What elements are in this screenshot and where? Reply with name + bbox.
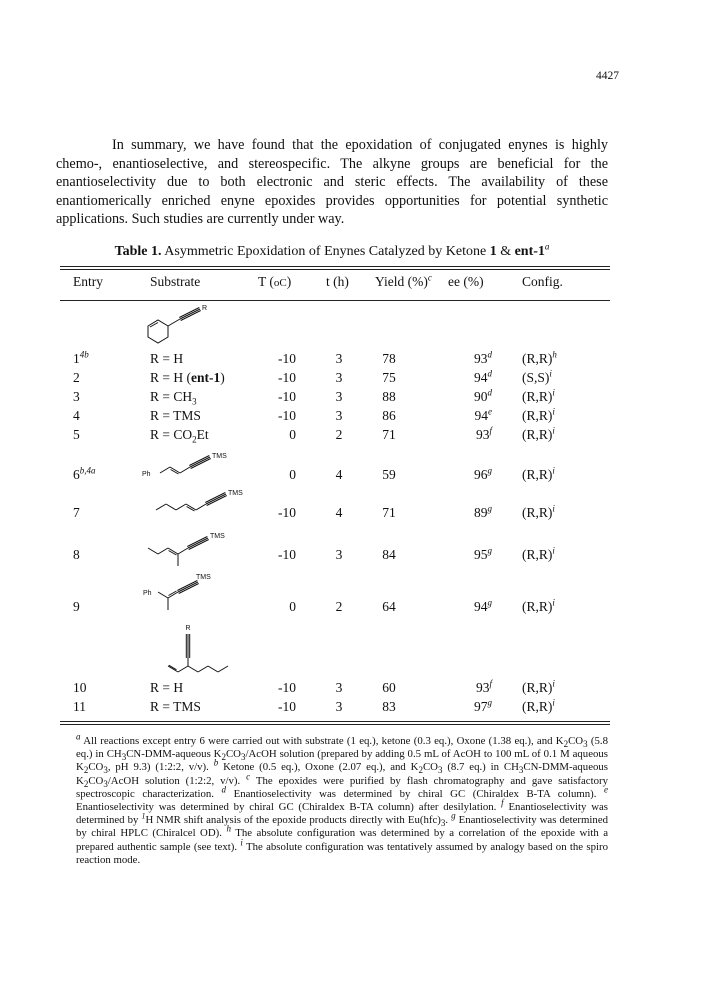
cell-substrate: R = H (ent-1) [150, 370, 225, 385]
cell-config: $(R,R)^i$ [522, 697, 555, 714]
cell-ee: 90$^d$ [474, 387, 492, 404]
footnote-e: $^e$ Enantioselectivity was determined by chiral GC (Chiraldex B-TA column) after desilylation. [76, 784, 609, 814]
caption-mark: a [544, 241, 550, 252]
cell-yield: 84 [382, 547, 396, 562]
header-substrate: Substrate [150, 274, 201, 289]
table-caption [56, 241, 608, 260]
header-entry: Entry [73, 274, 103, 289]
cell-yield: 64 [382, 599, 396, 614]
footnote-b: $^b$ Ketone (0.5 eq.), Oxone (2.07 eq.), and $K_2CO_3$ (8.7 eq.) in $CH_3CN-DMM$-aqueous $K_2CO_3$/AcOH solution (1:2:2, v/v). [76, 757, 608, 789]
page-number: 4427 [596, 70, 619, 82]
table-row [0, 547, 720, 564]
structure-ph-label: Ph [142, 471, 151, 478]
cell-time: 3 [335, 370, 343, 385]
cell-time: 2 [335, 427, 343, 442]
cell-yield: 78 [382, 351, 396, 366]
table-row [0, 699, 720, 716]
cell-time: 3 [335, 680, 343, 695]
cell-substrate: R = TMS [150, 408, 201, 423]
cell-temp: 0 [289, 599, 296, 614]
cell-temp: 0 [289, 467, 296, 482]
cell-ee: 93$^f$ [475, 425, 492, 442]
table-header-rule [60, 300, 610, 301]
cell-ee: 93$^d$ [474, 349, 492, 366]
structure-tms-label: TMS [228, 490, 243, 497]
cell-yield: 71 [382, 427, 396, 442]
cell-entry: $6^{b,4a}$ [73, 465, 96, 482]
caption-text: Asymmetric Epoxidation of Enynes Catalyzed by Ketone [164, 244, 490, 259]
table-row [0, 351, 720, 368]
caption-label: Table 1. [114, 244, 162, 259]
cell-entry: 3 [73, 389, 80, 404]
cell-entry: $1^{4b}$ [73, 349, 89, 366]
table-bottom-rule [60, 721, 610, 725]
structure-tms-label: TMS [210, 533, 225, 540]
cell-time: 3 [335, 699, 343, 714]
caption-amp: & [496, 244, 515, 259]
cell-config: $(R,R)^i$ [522, 678, 555, 695]
cell-temp: -10 [278, 505, 296, 520]
cell-yield: 60 [382, 680, 396, 695]
cell-entry: 10 [73, 680, 87, 695]
header-ee: ee (%) [448, 274, 484, 289]
cell-yield: 71 [382, 505, 396, 520]
cell-time: 4 [335, 505, 343, 520]
footnote-g: $^g$ Enantioselectivity was determined by chiral HPLC (Chiralcel OD). [76, 810, 609, 840]
cell-config: $(R,R)^i$ [522, 406, 555, 423]
cell-time: 3 [335, 351, 343, 366]
footnotes [76, 731, 609, 867]
cell-ee: 94$^g$ [474, 597, 492, 614]
cell-config: $(R,R)^i$ [522, 545, 555, 562]
cell-config: $(R,R)^i$ [522, 597, 555, 614]
cell-entry: 4 [73, 408, 80, 423]
caption-ketone: 1 [489, 244, 497, 259]
summary-paragraph: In summary, we have found that the epoxidation of conjugated enynes is highly chemo-, enantioselective, and stereospecific. The alkyne groups are beneficial for the enantioselectivity due to both electronic and steric effects. The availability of these enantiomerically enriched enyne epoxides provides opportunities for potential synthetic applications. Such studies are currently under way. [56, 137, 608, 228]
table-row [0, 427, 720, 444]
cell-temp: -10 [278, 389, 296, 404]
cell-temp: -10 [278, 370, 296, 385]
footnote-f: $^f$ Enantioselectivity was determined by $^1$H NMR shift analysis of the epoxide products directly with $Eu(hfc)_3$. [76, 797, 608, 829]
structure-ph-label: Ph [143, 590, 152, 597]
footnote-a: $^a$ All reactions except entry 6 were carried out with substrate (1 eq.), ketone (0.3 eq.), Oxone (1.38 eq.), and $K_2CO_3$ (5.8 eq.) in $CH_3CN-DMM$-aqueous $K_2CO_3$/AcOH solution (prepared by adding 0.5 mL of AcOH to 100 mL of 0.1 M aqueous $K_2CO_3$, pH 9.3) (1:2:2, v/v). [76, 731, 608, 776]
cell-entry: 11 [73, 699, 86, 714]
cell-ee: 95$^g$ [474, 545, 492, 562]
cell-substrate: R = H [150, 351, 184, 366]
cell-yield: 75 [382, 370, 396, 385]
cell-config: $(R,R)^i$ [522, 503, 555, 520]
cell-temp: 0 [289, 427, 296, 442]
header-config: Config. [522, 274, 563, 289]
cell-temp: -10 [278, 408, 296, 423]
cell-config: $(R,R)^h$ [522, 349, 557, 366]
cell-entry: 9 [73, 599, 80, 614]
cell-time: 3 [335, 547, 343, 562]
table-row [0, 505, 720, 522]
cell-yield: 83 [382, 699, 396, 714]
cell-yield: 59 [382, 467, 396, 482]
cell-config: $(R,R)^i$ [522, 387, 555, 404]
cell-config: $(R,R)^i$ [522, 465, 555, 482]
structure-entries-10-11 [140, 620, 260, 682]
table-row [0, 389, 720, 406]
cell-temp: -10 [278, 351, 296, 366]
structure-r-label: R [185, 625, 191, 632]
footnote-d: $^d$ Enantioselectivity was determined by chiral GC (Chiraldex B-TA column). [221, 784, 597, 800]
cell-ee: 89$^g$ [474, 503, 492, 520]
structure-cyclohexenyl-enyne [140, 304, 220, 346]
header-temp: T (oC) [258, 274, 292, 289]
cell-ee: 94$^d$ [474, 368, 492, 385]
table-top-rule [60, 266, 610, 270]
cell-config: $(S,S)^i$ [522, 368, 552, 385]
table-row [0, 680, 720, 697]
header-time: t (h) [326, 274, 349, 289]
structure-r-label: R [202, 305, 208, 312]
cell-temp: -10 [278, 547, 296, 562]
footnote-h: $^h$ The absolute configuration was determined by a correlation of the epoxide with a prepared authentic sample (see text). [76, 823, 608, 853]
cell-yield: 86 [382, 408, 396, 423]
structure-tms-label: TMS [196, 574, 211, 581]
cell-ee: 94e [474, 406, 492, 423]
cell-ee: 96$^g$ [474, 465, 492, 482]
cell-ee: 93$^f$ [475, 678, 492, 695]
cell-substrate: R = H [150, 680, 184, 695]
table-row [0, 408, 720, 425]
cell-config: $(R,R)^i$ [522, 425, 555, 442]
footnote-i: $^i$ The absolute configuration was tentatively assumed by analogy based on the spiro reaction mode. [76, 837, 608, 866]
cell-entry: 8 [73, 547, 80, 562]
cell-substrate: $R = CH_3$ [150, 389, 197, 407]
cell-time: 4 [335, 467, 343, 482]
footnote-c: $^c$ The epoxides were purified by flash chromatography and gave satisfactory spectroscopic characterization. [76, 771, 608, 800]
cell-yield: 88 [382, 389, 396, 404]
cell-time: 3 [335, 408, 343, 423]
cell-temp: -10 [278, 680, 296, 695]
table-row [0, 370, 720, 387]
header-yield: Yield (%)$^c$ [375, 272, 432, 289]
cell-substrate: $R = CO_2Et$ [150, 427, 209, 445]
table-row [0, 599, 720, 616]
cell-time: 3 [335, 389, 343, 404]
table-row [0, 467, 720, 484]
structure-tms-label: TMS [212, 453, 227, 460]
cell-temp: -10 [278, 699, 296, 714]
cell-substrate: R = TMS [150, 699, 201, 714]
cell-entry: 7 [73, 505, 80, 520]
cell-time: 2 [335, 599, 343, 614]
caption-ent: ent-1 [514, 244, 545, 259]
cell-entry: 5 [73, 427, 80, 442]
cell-ee: 97$^g$ [474, 697, 492, 714]
cell-entry: 2 [73, 370, 80, 385]
